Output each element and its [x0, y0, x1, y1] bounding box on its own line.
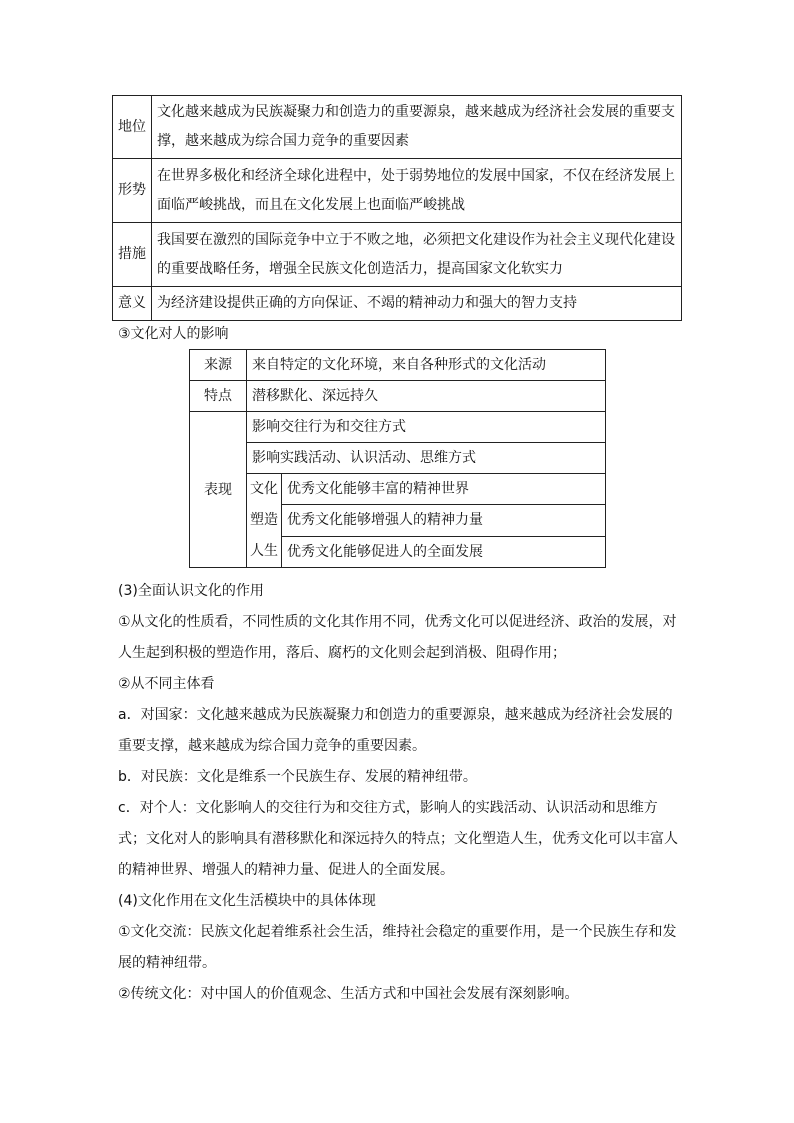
paragraph-individual: c．对个人：文化影响人的交往行为和交往方式，影响人的实践活动、认识活动和思维方式；文化对人的影响具有潜移默化和深远持久的特点；文化塑造人生，优秀文化可以丰富人的精神世界、增强人的精神力量、促进人的全面发展。	[118, 800, 678, 878]
row-label-status: 地位	[113, 96, 152, 159]
paragraph-country: a．对国家：文化越来越成为民族凝聚力和创造力的重要源泉，越来越成为经济社会发展的重要支撑，越来越成为综合国力竞争的重要因素。	[118, 707, 673, 754]
row-label-measures: 措施	[113, 223, 152, 287]
culture-shapes-life-label	[247, 474, 282, 568]
row-label-significance: 意义	[113, 287, 152, 321]
row-content-feature: 潜移默化、深远持久	[247, 381, 606, 412]
paragraph-nation: b．对民族：文化是维系一个民族生存、发展的精神纽带。	[118, 769, 477, 785]
row-content-situation: 在世界多极化和经济全球化进程中，处于弱势地位的发展中国家，不仅在经济发展上面临严峻挑战，而且在文化发展上也面临严峻挑战	[152, 159, 682, 223]
table-row	[113, 159, 682, 223]
section-heading-4: (4)文化作用在文化生活模块中的具体体现	[118, 893, 376, 909]
section-heading-culture-person: ③文化对人的影响	[118, 326, 229, 342]
paragraph-nature: ①从文化的性质看，不同性质的文化其作用不同，优秀文化可以促进经济、政治的发展，对人生起到积极的塑造作用，落后、腐朽的文化则会起到消极、阻碍作用；	[118, 614, 677, 661]
row-label-source: 来源	[190, 350, 247, 381]
table-row	[190, 474, 606, 505]
manifest-item: 影响实践活动、认识活动、思维方式	[247, 443, 606, 474]
row-content-significance: 为经济建设提供正确的方向保证、不竭的精神动力和强大的智力支持	[152, 287, 682, 321]
row-label-feature: 特点	[190, 381, 247, 412]
row-label-situation: 形势	[113, 159, 152, 223]
shape-item: 优秀文化能够促进人的全面发展	[282, 536, 606, 567]
table-row	[113, 96, 682, 159]
table-row	[190, 412, 606, 443]
section-heading-3: (3)全面认识文化的作用	[118, 583, 264, 599]
label-line: 文化	[250, 481, 278, 497]
paragraph-traditional-culture: ②传统文化：对中国人的价值观念、生活方式和中国社会发展有深刻影响。	[118, 986, 579, 1002]
paragraph-subjects-heading: ②从不同主体看	[118, 676, 215, 692]
table-row	[113, 287, 682, 321]
label-line: 人生	[250, 543, 278, 559]
manifest-item: 影响交往行为和交往方式	[247, 412, 606, 443]
table-row	[190, 381, 606, 412]
table-row	[190, 443, 606, 474]
row-content-measures: 我国要在激烈的国际竞争中立于不败之地，必须把文化建设作为社会主义现代化建设的重要战略任务，增强全民族文化创造活力，提高国家文化软实力	[152, 223, 682, 287]
shape-item: 优秀文化能够丰富的精神世界	[282, 474, 606, 505]
label-line: 塑造	[250, 512, 278, 528]
culture-influence-table	[189, 349, 606, 568]
culture-status-table	[112, 95, 682, 321]
row-content-source: 来自特定的文化环境，来自各种形式的文化活动	[247, 350, 606, 381]
row-label-manifest: 表现	[190, 412, 247, 568]
paragraph-cultural-exchange: ①文化交流：民族文化起着维系社会生活，维持社会稳定的重要作用，是一个民族生存和发展的精神纽带。	[118, 924, 677, 971]
shape-item: 优秀文化能够增强人的精神力量	[282, 505, 606, 536]
row-content-status: 文化越来越成为民族凝聚力和创造力的重要源泉，越来越成为经济社会发展的重要支撑，越来越成为综合国力竞争的重要因素	[152, 96, 682, 159]
table-row	[190, 350, 606, 381]
table-row	[113, 223, 682, 287]
